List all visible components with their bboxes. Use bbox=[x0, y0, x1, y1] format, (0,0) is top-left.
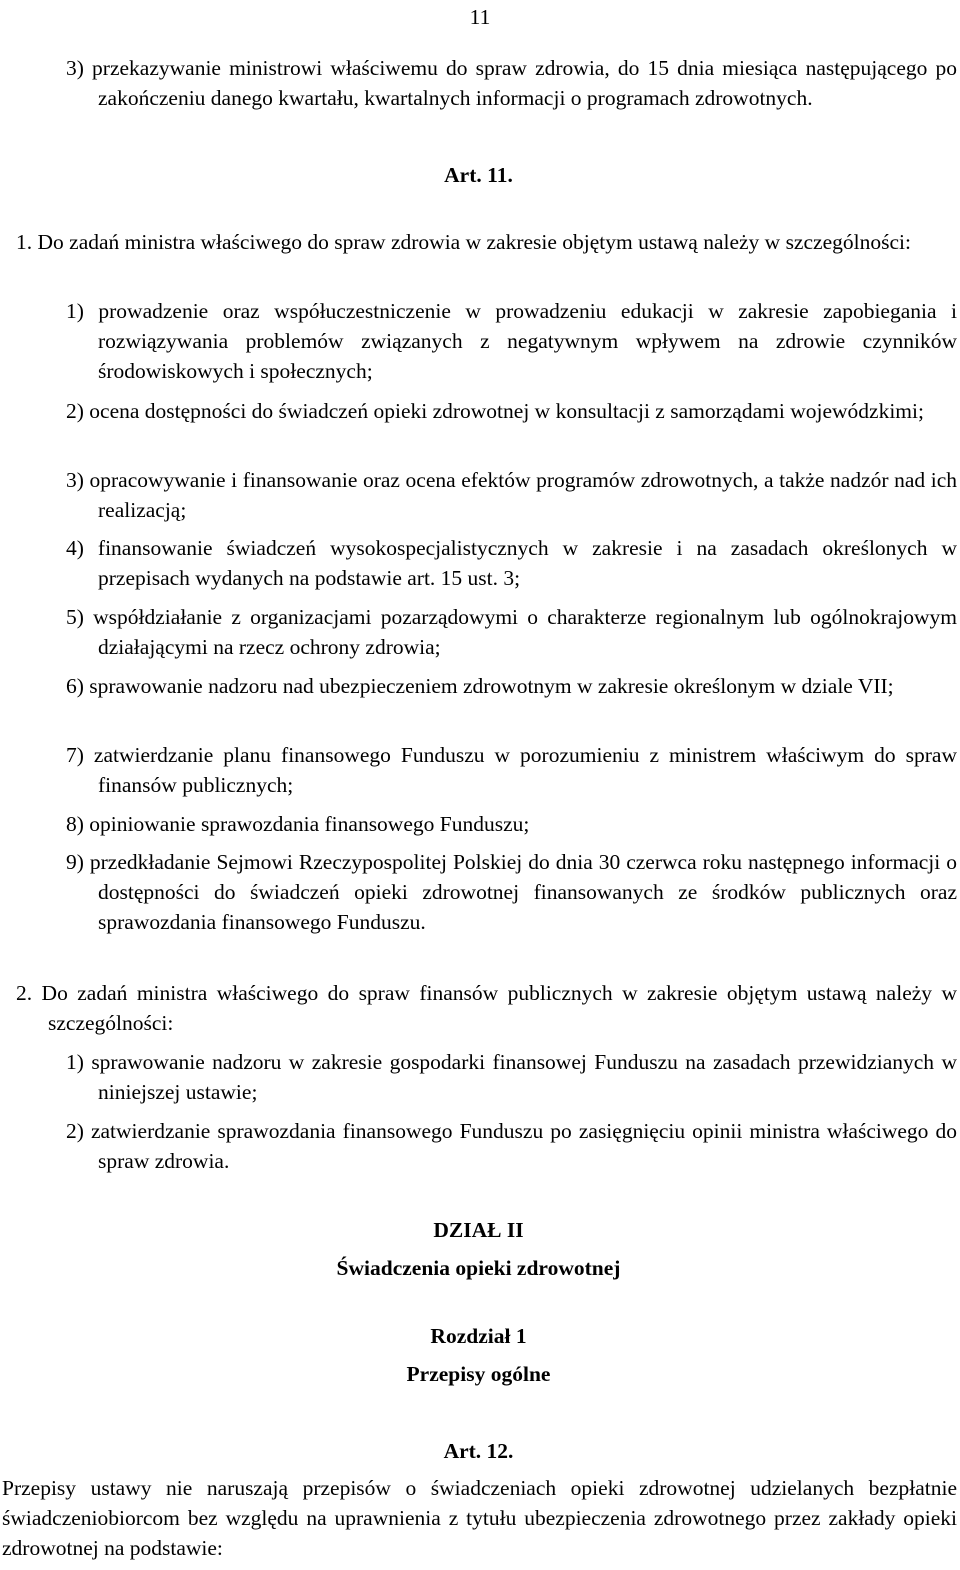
art11-p1-item-6: 6) sprawowanie nadzoru nad ubezpieczeniem zdrowotnym w zakresie określonym w dziale VII; bbox=[66, 674, 894, 698]
art11-p1-item-9: 9) przedkładanie Sejmowi Rzeczypospolitej Polskiej do dnia 30 czerwca roku następnego informacji o dostępności do świadczeń opieki zdrowotnej finansowanych ze środków publicznych oraz sprawozdania finansowego Funduszu. bbox=[66, 850, 957, 934]
chapter-title: Przepisy ogólne bbox=[406, 1362, 551, 1386]
division-title: Świadczenia opieki zdrowotnej bbox=[336, 1256, 621, 1280]
top-item: 3) przekazywanie ministrowi właściwemu do spraw zdrowia, do 15 dnia miesiąca następującego po zakończeniu danego kwartału, kwartalnych informacji o programach zdrowotnych. bbox=[66, 56, 957, 110]
art11-paragraph-1: 1. Do zadań ministra właściwego do spraw zdrowia w zakresie objętym ustawą należy w szczególności: bbox=[16, 230, 911, 254]
chapter-label: Rozdział 1 bbox=[430, 1324, 527, 1348]
art11-paragraph-2: 2. Do zadań ministra właściwego do spraw finansów publicznych w zakresie objętym ustawą należy w szczególności: bbox=[16, 981, 957, 1035]
art11-p1-item-1: 1) prowadzenie oraz współuczestniczenie w prowadzeniu edukacji w zakresie zapobiegania i rozwiązywania problemów związanych z negatywnym wpływem na zdrowie czynników środowiskowych i społecznych; bbox=[66, 299, 957, 383]
division-label: DZIAŁ II bbox=[433, 1218, 524, 1242]
art11-p1-item-2: 2) ocena dostępności do świadczeń opieki zdrowotnej w konsultacji z samorządami wojewódzkimi; bbox=[66, 399, 924, 423]
art12-heading: Art. 12. bbox=[443, 1439, 514, 1463]
art11-p1-item-5: 5) współdziałanie z organizacjami pozarządowymi o charakterze regionalnym lub ogólnokrajowym działającymi na rzecz ochrony zdrowia; bbox=[66, 605, 957, 659]
art11-p2-item-2: 2) zatwierdzanie sprawozdania finansowego Funduszu po zasięgnięciu opinii ministra właściwego do spraw zdrowia. bbox=[66, 1119, 957, 1173]
art11-p1-item-3: 3) opracowywanie i finansowanie oraz ocena efektów programów zdrowotnych, a także nadzór nad ich realizacją; bbox=[66, 468, 957, 522]
art11-p1-item-8: 8) opiniowanie sprawozdania finansowego Funduszu; bbox=[66, 812, 530, 836]
art11-p2-item-1: 1) sprawowanie nadzoru w zakresie gospodarki finansowej Funduszu na zasadach przewidzianych w niniejszej ustawie; bbox=[66, 1050, 957, 1104]
art12-text: Przepisy ustawy nie naruszają przepisów o świadczeniach opieki zdrowotnej udzielanych bezpłatnie świadczeniobiorcom bez względu na uprawnienia z tytułu ubezpieczenia zdrowotnego przez zakłady opieki zdrowotnej na podstawie: bbox=[2, 1476, 957, 1560]
art11-heading: Art. 11. bbox=[444, 163, 513, 187]
art11-p1-item-4: 4) finansowanie świadczeń wysokospecjalistycznych w zakresie i na zasadach określonych w przepisach wydanych na podstawie art. 15 ust. 3; bbox=[66, 536, 957, 590]
page-number: 11 bbox=[469, 5, 491, 29]
art11-p1-item-7: 7) zatwierdzanie planu finansowego Funduszu w porozumieniu z ministrem właściwym do spraw finansów publicznych; bbox=[66, 743, 957, 797]
